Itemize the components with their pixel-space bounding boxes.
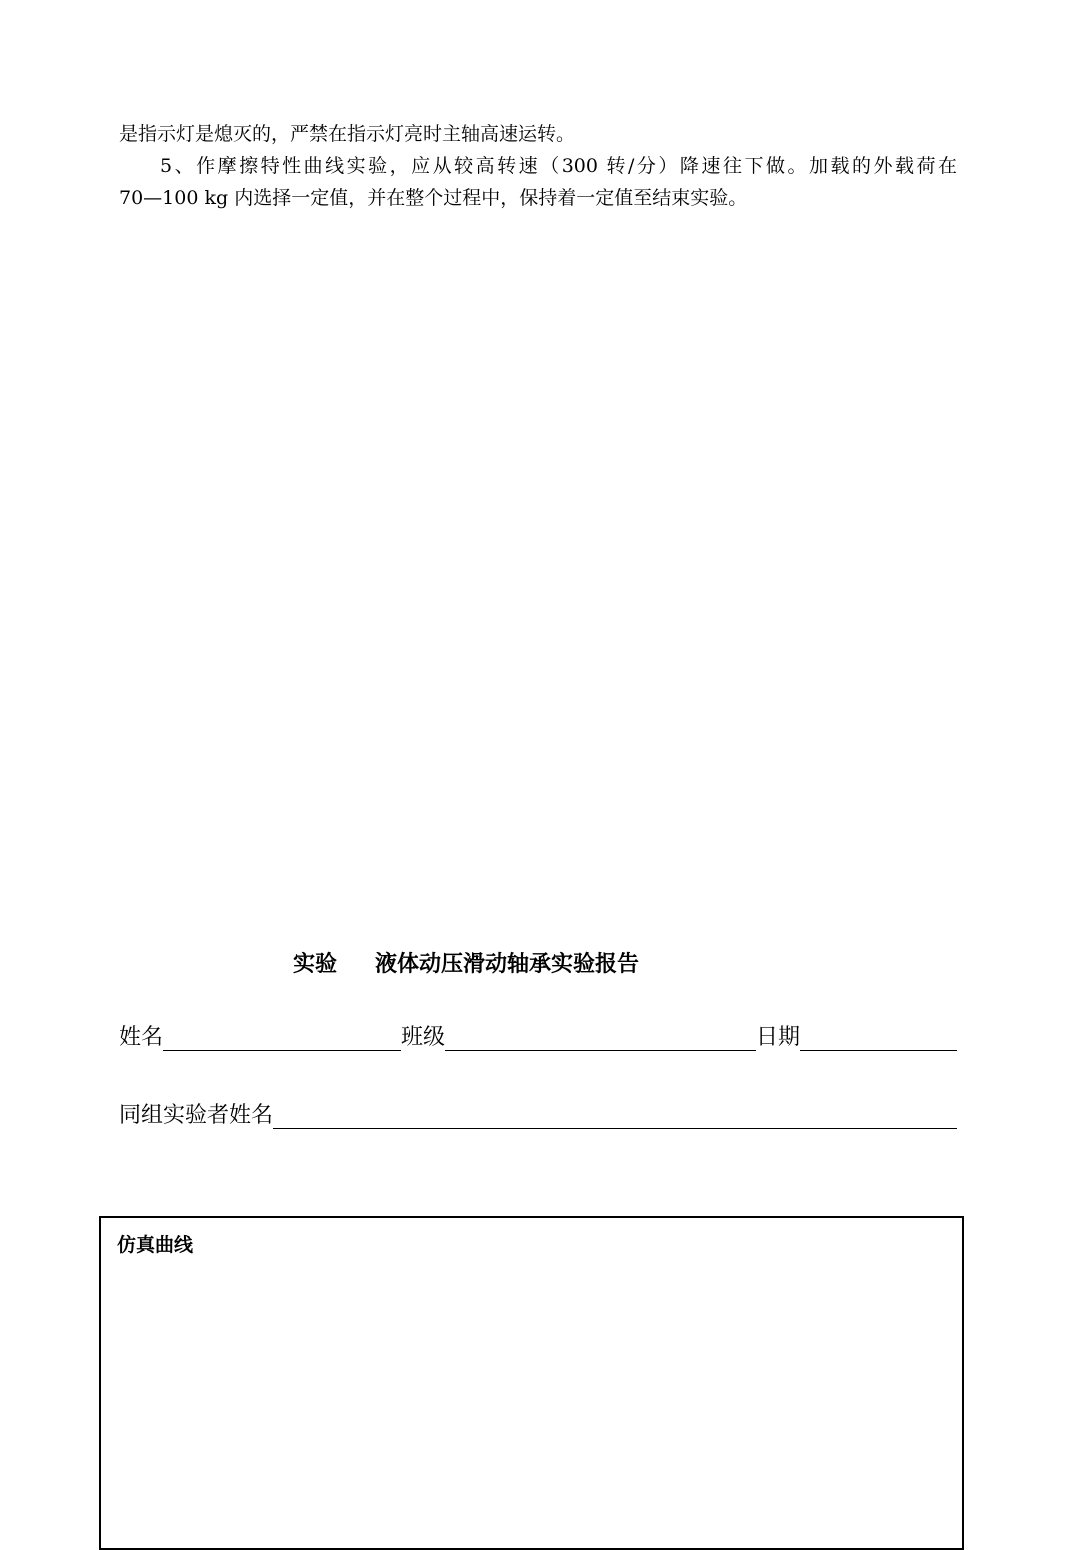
simulation-curve-box xyxy=(99,1216,964,1550)
name-field[interactable] xyxy=(163,1024,401,1051)
student-info-row xyxy=(119,1017,957,1053)
date-label: 日期 xyxy=(756,1025,801,1050)
simulation-curve-title: 仿真曲线 xyxy=(117,1234,194,1256)
class-label: 班级 xyxy=(401,1025,446,1050)
partners-field[interactable] xyxy=(273,1102,957,1129)
name-label: 姓名 xyxy=(119,1025,164,1050)
paragraph-line-1: 是指示灯是熄灭的，严禁在指示灯亮时主轴高速运转。 xyxy=(119,123,576,145)
paragraph-line-3: 70—100 kg 内选择一定值，并在整个过程中，保持着一定值至结束实验。 xyxy=(119,187,748,209)
date-field[interactable] xyxy=(800,1024,957,1051)
partners-label: 同组实验者姓名 xyxy=(119,1103,274,1128)
report-title-main: 液体动压滑动轴承实验报告 xyxy=(375,951,640,977)
class-field[interactable] xyxy=(445,1024,756,1051)
paragraph-line-2: 5、作摩擦特性曲线实验，应从较高转速（300 转/分）降速往下做。加载的外载荷在 xyxy=(160,155,957,177)
partners-row xyxy=(119,1095,957,1131)
report-title xyxy=(293,948,639,980)
report-title-prefix: 实验 xyxy=(293,951,338,977)
